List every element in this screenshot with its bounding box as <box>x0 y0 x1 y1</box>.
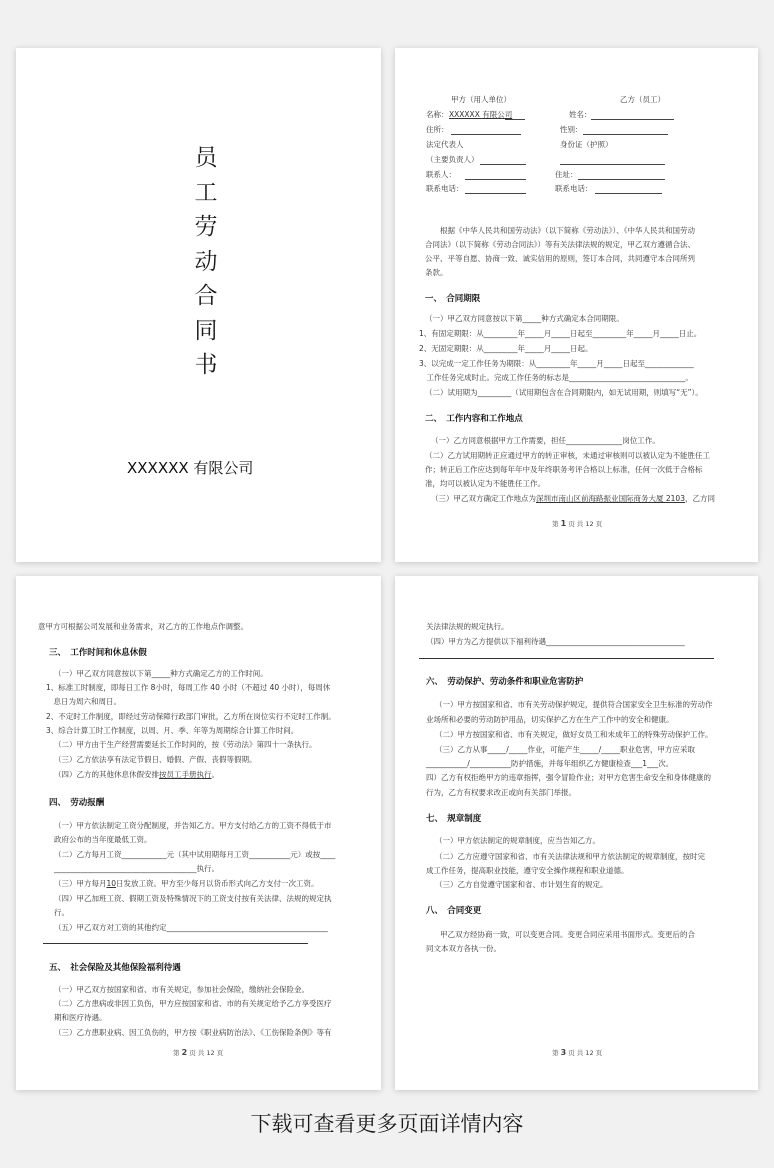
clause-line: （二）甲方按国家和省、市有关规定，做好女员工和未成年工的特殊劳动保护工作。 <box>435 730 713 739</box>
clause-line: 同文本双方各执一份。 <box>426 944 501 953</box>
clause-line: 成工作任务，提高职业技能，遵守安全操作规程和职业道德。 <box>426 866 629 875</box>
clause-line: 作；转正后工作应达到每年年中及年终职务考评合格以上标准，任何一次低于合格标 <box>425 465 703 474</box>
clause-line: （三）乙方自觉遵守国家和省、市计划生育的规定。 <box>435 880 608 889</box>
contact-a-field[interactable] <box>465 179 526 180</box>
clause-line: （四）甲方为乙方提供以下福利待遇_____________________________________ <box>426 637 685 646</box>
clause-line: （四）甲乙加班工资、假期工资及特殊情况下的工资支付按有关法律、法规的规定执 <box>54 894 332 903</box>
clause-line: ______________________________________执行。 <box>54 864 219 873</box>
title-char: 员 <box>194 145 218 171</box>
section-heading: 六、 劳动保护、劳动条件和职业危害防护 <box>426 677 584 687</box>
title-char: 动 <box>194 248 218 275</box>
clause-line: 3、以完成一定工作任务为期限：从_________年_____月_____日起至_____________ <box>419 359 694 368</box>
clause-line: 行为，乙方有权要求改正或向有关部门举报。 <box>426 788 576 797</box>
clause-line: （一）甲方按国家和省、市有关劳动保护规定，提供符合国家安全卫生标准的劳动作 <box>435 700 713 709</box>
cover-title <box>186 141 226 383</box>
clause-line: （三）乙方患职业病、因工负伤的，甲方按《职业病防治法》、《工伤保险条例》等有 <box>54 1028 332 1037</box>
address-b-label: 住址： <box>555 170 578 179</box>
section-heading: 七、 规章制度 <box>426 814 482 824</box>
phone-b-field[interactable] <box>595 193 662 194</box>
clause-line: （二）甲方由于生产经营需要延长工作时间的，按《劳动法》第四十一条执行。 <box>54 740 317 749</box>
section-heading: 一、 合同期限 <box>425 294 481 304</box>
clause-line: （一）甲方依法制定工资分配制度，并告知乙方。甲方支付给乙方的工资不得低于市 <box>54 821 332 830</box>
clause-line: （一）甲乙双方按国家和省、市有关规定，参加社会保险，缴纳社会保险金。 <box>54 985 309 994</box>
clause-line: 2、不定时工作制度，即经过劳动保障行政部门审批，乙方所在岗位实行不定时工作制。 <box>46 712 336 721</box>
contract-page-3[interactable] <box>395 576 758 1090</box>
name-a-label: 名称： <box>426 110 449 119</box>
clause-line: （二）乙方每月工资____________元（其中试用期每月工资___________元）或按____ <box>54 850 336 859</box>
contact-a-label: 联系人： <box>426 170 456 179</box>
principal-field[interactable] <box>480 164 526 165</box>
contract-page-1[interactable] <box>395 48 758 562</box>
section-heading: 二、 工作内容和工作地点 <box>425 414 523 424</box>
clause-line: 3、综合计算工时工作制度，以周、月、季、年等为周期综合计算工作时间。 <box>46 726 299 735</box>
clause-line: 期和医疗待遇。 <box>54 1013 107 1022</box>
clause-line: （四）乙方的其他休息休假安排按员工手册执行。 <box>54 770 219 779</box>
clause-line: 四）乙方有权拒绝甲方的违章指挥，强令冒险作业；对甲方危害生命安全和身体健康的 <box>426 773 711 782</box>
address-a-label: 住所： <box>426 125 449 134</box>
phone-b-label: 联系电话： <box>555 184 593 193</box>
intro-line: 公平、平等自愿、协商一致、诚实信用的原则，签订本合同，共同遵守本合同所列 <box>425 254 695 263</box>
clause-line: （二）乙方应遵守国家和省、市有关法律法规和甲方依法制定的规章制度，按时完 <box>435 852 705 861</box>
title-char: 劳 <box>194 214 218 240</box>
section-heading: 四、 劳动报酬 <box>49 798 105 808</box>
intro-line: 合同法》（以下简称《劳动合同法》）等有关法律法规的规定，甲乙双方遵循合法、 <box>425 240 695 249</box>
blank-line[interactable] <box>43 943 308 944</box>
id-card-label: 身份证（护照） <box>560 140 613 149</box>
intro-line: 根据《中华人民共和国劳动法》（以下简称《劳动法》）、《中华人民共和国劳动 <box>440 226 695 235</box>
download-caption[interactable]: 下载可查看更多页面详情内容 <box>250 1112 524 1136</box>
clause-line: 工作任务完成时止。完成工作任务的标志是_______________________________。 <box>419 373 693 382</box>
page-footer: 第 2 页 共 12 页 <box>173 1048 224 1057</box>
clause-line: 业场所和必要的劳动防护用品，切实保护乙方在生产工作中的安全和健康。 <box>426 715 674 724</box>
cover-company: XXXXXX 有限公司 <box>127 459 254 477</box>
section-heading: 三、 工作时间和休息休假 <box>49 648 147 658</box>
section-heading: 五、 社会保险及其他保险福利待遇 <box>49 963 181 973</box>
gender-field[interactable] <box>583 134 668 135</box>
clause-line: （二）试用期为_________（试用期包含在合同期限内，如无试用期，则填写“无”）。 <box>425 388 703 397</box>
clause-line: （三）甲方每月10日发放工资。甲方至少每月以货币形式向乙方支付一次工资。 <box>54 879 319 888</box>
intro-line: 条款。 <box>425 268 448 277</box>
address-a-field[interactable] <box>451 134 521 135</box>
title-char: 工 <box>194 179 218 206</box>
gender-label: 性别： <box>560 125 583 134</box>
clause-line: （二）乙方患病或非因工负伤，甲方应按国家和省、市的有关规定给予乙方享受医疗 <box>54 999 332 1008</box>
phone-a-field[interactable] <box>465 193 526 194</box>
clause-line: 行。 <box>54 908 69 917</box>
clause-line: （三）乙方依法享有法定节假日、婚假、产假、丧假等假期。 <box>54 755 257 764</box>
title-char: 同 <box>194 317 218 344</box>
name-b-label: 姓名： <box>569 110 592 119</box>
clause-line: 1、有固定期限：从_________年_____月_____日起至_________年_____月_____日止。 <box>419 329 702 338</box>
clause-line: （一）乙方同意根据甲方工作需要，担任_______________岗位工作。 <box>431 436 660 445</box>
leave-arrangement: 按员工手册执行 <box>159 770 212 779</box>
page-footer: 第 1 页 共 12 页 <box>552 519 603 528</box>
clause-line: 政府公布的当年度最低工资。 <box>54 835 152 844</box>
title-char: 书 <box>194 352 218 378</box>
page-footer: 第 3 页 共 12 页 <box>552 1048 603 1057</box>
legal-rep-label: 法定代表人 <box>426 140 464 149</box>
clause-line: 2、无固定期限：从_________年_____月_____日起。 <box>419 344 593 353</box>
clause-line: （一）甲乙双方同意按以下第_____种方式确定本合同期限。 <box>425 314 624 323</box>
clause-line: （三）乙方从事_____/_____作业，可能产生_____/_____职业危害，甲方应采取 <box>435 745 696 754</box>
clause-line: 甲乙双方经协商一致，可以变更合同。变更合同应采用书面形式。变更后的合 <box>440 930 695 939</box>
party-b-heading: 乙方（员工） <box>620 95 665 104</box>
clause-line: 息日为周六和周日。 <box>46 697 121 706</box>
clause-line: （二）乙方试用期转正应通过甲方的转正审核，未通过审核则可以被认定为不能胜任工 <box>425 451 710 460</box>
phone-a-label: 联系电话： <box>426 184 464 193</box>
clause-line: 1、标准工时制度，即每日工作 8小时，每周工作 40 小时（不超过 40 小时），每周休 <box>46 683 331 692</box>
blank-line[interactable] <box>419 658 714 659</box>
clause-line: （五）甲乙双方对工资的其他约定___________________________________________ <box>54 923 328 932</box>
clause-line: ___________/___________防护措施，并每年组织乙方健康检查___1___次。 <box>426 759 674 768</box>
clause-line: 准，均可以被认定为不能胜任工作。 <box>425 479 545 488</box>
company-name: XXXXXX 有限公司 <box>449 110 513 119</box>
continued-line: 关法律法规的规定执行。 <box>426 622 509 631</box>
work-location: 深圳市南山区前海路振业国际商务大厦 2103 <box>536 494 685 503</box>
name-b-field[interactable] <box>591 119 674 120</box>
title-char: 合 <box>194 283 218 309</box>
address-b-field[interactable] <box>578 179 665 180</box>
party-a-heading: 甲方（用人单位） <box>451 95 511 104</box>
pay-day: 10 <box>106 879 117 888</box>
clause-line: （一）甲乙双方同意按以下第_____种方式确定乙方的工作时间。 <box>54 669 268 678</box>
contract-page-2[interactable] <box>16 576 381 1090</box>
id-card-field[interactable] <box>560 164 665 165</box>
clause-line: （三）甲乙双方确定工作地点为深圳市南山区前海路振业国际商务大厦 2103，乙方同 <box>431 494 715 503</box>
clause-line: （一）甲方依法制定的规章制度，应当告知乙方。 <box>435 836 600 845</box>
principal-label: （主要负责人） <box>426 155 479 164</box>
cover-page[interactable] <box>16 48 381 562</box>
continued-line: 意甲方可根据公司发展和业务需求，对乙方的工作地点作调整。 <box>38 622 248 631</box>
section-heading: 八、 合同变更 <box>426 906 482 916</box>
